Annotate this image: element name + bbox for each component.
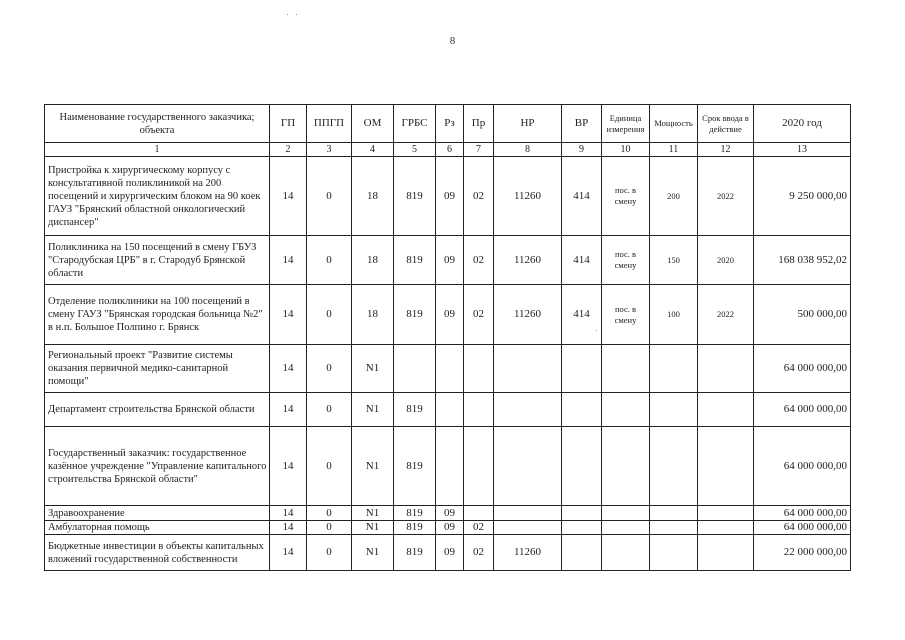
cell-pr: 02 [464, 157, 494, 236]
header-year: Срок ввода в действие [698, 105, 754, 143]
header-power: Мощность [650, 105, 698, 143]
cell-power [650, 427, 698, 506]
cell-om: 18 [352, 236, 394, 285]
cell-vr: 414 [562, 236, 602, 285]
cell-year [698, 345, 754, 393]
header-row [45, 105, 851, 143]
table-row [45, 506, 851, 521]
column-number-row [45, 143, 851, 157]
cell-pr: 02 [464, 521, 494, 535]
cell-ppgp: 0 [307, 506, 352, 521]
cell-grbs: 819 [394, 393, 436, 427]
header-unit: Единица измерения [602, 105, 650, 143]
column-number: 1 [45, 143, 270, 157]
cell-unit [602, 535, 650, 571]
cell-pr [464, 345, 494, 393]
cell-unit [602, 345, 650, 393]
header-grbs: ГРБС [394, 105, 436, 143]
cell-amount: 64 000 000,00 [754, 521, 851, 535]
cell-om: N1 [352, 535, 394, 571]
cell-vr [562, 521, 602, 535]
cell-gp: 14 [270, 345, 307, 393]
cell-grbs: 819 [394, 521, 436, 535]
cell-unit: пос. в смену [602, 157, 650, 236]
scan-speck [287, 14, 288, 15]
cell-power [650, 521, 698, 535]
cell-vr [562, 393, 602, 427]
cell-grbs: 819 [394, 506, 436, 521]
cell-power [650, 393, 698, 427]
cell-year: 2022 [698, 157, 754, 236]
cell-name: Государственный заказчик: государственное казённое учреждение "Управление капитального строительства Брянской области" [45, 427, 270, 506]
cell-gp: 14 [270, 506, 307, 521]
cell-grbs: 819 [394, 285, 436, 345]
cell-gp: 14 [270, 236, 307, 285]
cell-year [698, 506, 754, 521]
cell-nr [494, 506, 562, 521]
cell-year: 2022 [698, 285, 754, 345]
cell-power: 100 [650, 285, 698, 345]
cell-pr [464, 393, 494, 427]
cell-power [650, 535, 698, 571]
cell-om: N1 [352, 521, 394, 535]
cell-unit [602, 427, 650, 506]
cell-amount: 64 000 000,00 [754, 427, 851, 506]
header-nr: НР [494, 105, 562, 143]
column-number: 10 [602, 143, 650, 157]
cell-nr [494, 393, 562, 427]
cell-om: N1 [352, 506, 394, 521]
cell-nr: 11260 [494, 535, 562, 571]
cell-nr [494, 521, 562, 535]
cell-amount: 500 000,00 [754, 285, 851, 345]
cell-unit: пос. в смену [602, 236, 650, 285]
column-number: 8 [494, 143, 562, 157]
header-2020: 2020 год [754, 105, 851, 143]
cell-grbs [394, 345, 436, 393]
cell-om: 18 [352, 157, 394, 236]
cell-vr: 414 [562, 157, 602, 236]
cell-ppgp: 0 [307, 535, 352, 571]
cell-power [650, 506, 698, 521]
table-row [45, 393, 851, 427]
table-row [45, 521, 851, 535]
cell-nr: 11260 [494, 157, 562, 236]
cell-amount: 64 000 000,00 [754, 393, 851, 427]
cell-ppgp: 0 [307, 521, 352, 535]
cell-gp: 14 [270, 521, 307, 535]
cell-year: 2020 [698, 236, 754, 285]
cell-power: 200 [650, 157, 698, 236]
table-row [45, 285, 851, 345]
cell-amount: 64 000 000,00 [754, 506, 851, 521]
cell-name: Отделение поликлиники на 100 посещений в смену ГАУЗ "Брянская городская больница №2" в н.п. Большое Полпино г. Брянск [45, 285, 270, 345]
cell-ppgp: 0 [307, 345, 352, 393]
column-number: 11 [650, 143, 698, 157]
cell-grbs: 819 [394, 535, 436, 571]
cell-amount: 22 000 000,00 [754, 535, 851, 571]
column-number: 6 [436, 143, 464, 157]
table-row [45, 157, 851, 236]
table-row [45, 345, 851, 393]
header-rz: Рз [436, 105, 464, 143]
cell-rz: 09 [436, 535, 464, 571]
cell-nr: 11260 [494, 236, 562, 285]
cell-nr [494, 345, 562, 393]
cell-unit [602, 506, 650, 521]
cell-ppgp: 0 [307, 236, 352, 285]
cell-nr: 11260 [494, 285, 562, 345]
cell-name: Региональный проект "Развитие системы оказания первичной медико-санитарной помощи" [45, 345, 270, 393]
page-number: 8 [449, 35, 456, 47]
column-number: 12 [698, 143, 754, 157]
header-om: ОМ [352, 105, 394, 143]
cell-gp: 14 [270, 535, 307, 571]
cell-pr [464, 427, 494, 506]
cell-name: Амбулаторная помощь [45, 521, 270, 535]
header-gp: ГП [270, 105, 307, 143]
column-number: 5 [394, 143, 436, 157]
cell-vr [562, 345, 602, 393]
cell-gp: 14 [270, 157, 307, 236]
cell-amount: 168 038 952,02 [754, 236, 851, 285]
cell-vr [562, 506, 602, 521]
cell-name: Поликлиника на 150 посещений в смену ГБУЗ "Стародубская ЦРБ" в г. Стародуб Брянской области [45, 236, 270, 285]
column-number: 9 [562, 143, 602, 157]
header-vr: ВР [562, 105, 602, 143]
scan-speck [296, 14, 297, 15]
cell-amount: 64 000 000,00 [754, 345, 851, 393]
cell-rz: 09 [436, 236, 464, 285]
cell-name: Пристройка к хирургическому корпусу с консультативной поликлиникой на 200 посещений и хирургическим блоком на 90 коек ГАУЗ "Брянский областной онкологический диспансер" [45, 157, 270, 236]
cell-rz: 09 [436, 521, 464, 535]
cell-pr: 02 [464, 285, 494, 345]
cell-gp: 14 [270, 285, 307, 345]
cell-rz [436, 427, 464, 506]
cell-rz [436, 393, 464, 427]
column-number: 7 [464, 143, 494, 157]
cell-om: 18 [352, 285, 394, 345]
cell-om: N1 [352, 393, 394, 427]
cell-rz: 09 [436, 157, 464, 236]
cell-rz: 09 [436, 506, 464, 521]
cell-ppgp: 0 [307, 285, 352, 345]
cell-grbs: 819 [394, 157, 436, 236]
cell-om: N1 [352, 427, 394, 506]
cell-ppgp: 0 [307, 157, 352, 236]
cell-name: Бюджетные инвестиции в объекты капитальных вложений государственной собственности [45, 535, 270, 571]
cell-year [698, 393, 754, 427]
investment-table [44, 104, 851, 571]
cell-grbs: 819 [394, 236, 436, 285]
column-number: 3 [307, 143, 352, 157]
cell-gp: 14 [270, 427, 307, 506]
cell-pr [464, 506, 494, 521]
cell-ppgp: 0 [307, 427, 352, 506]
column-number: 13 [754, 143, 851, 157]
table-row [45, 427, 851, 506]
column-number: 4 [352, 143, 394, 157]
cell-name: Департамент строительства Брянской области [45, 393, 270, 427]
cell-unit [602, 521, 650, 535]
cell-rz: 09 [436, 285, 464, 345]
cell-rz [436, 345, 464, 393]
cell-vr: 414 [562, 285, 602, 345]
cell-om: N1 [352, 345, 394, 393]
cell-nr [494, 427, 562, 506]
table-row [45, 535, 851, 571]
column-number: 2 [270, 143, 307, 157]
cell-year [698, 535, 754, 571]
cell-vr [562, 427, 602, 506]
cell-grbs: 819 [394, 427, 436, 506]
cell-ppgp: 0 [307, 393, 352, 427]
table-row [45, 236, 851, 285]
cell-year [698, 427, 754, 506]
cell-unit [602, 393, 650, 427]
header-pr: Пр [464, 105, 494, 143]
cell-year [698, 521, 754, 535]
cell-vr [562, 535, 602, 571]
cell-power [650, 345, 698, 393]
cell-unit: пос. в смену [602, 285, 650, 345]
header-ppgp: ППГП [307, 105, 352, 143]
cell-pr: 02 [464, 236, 494, 285]
cell-power: 150 [650, 236, 698, 285]
cell-name: Здравоохранение [45, 506, 270, 521]
cell-pr: 02 [464, 535, 494, 571]
header-name: Наименование государственного заказчика; объекта [45, 105, 270, 143]
cell-gp: 14 [270, 393, 307, 427]
cell-amount: 9 250 000,00 [754, 157, 851, 236]
